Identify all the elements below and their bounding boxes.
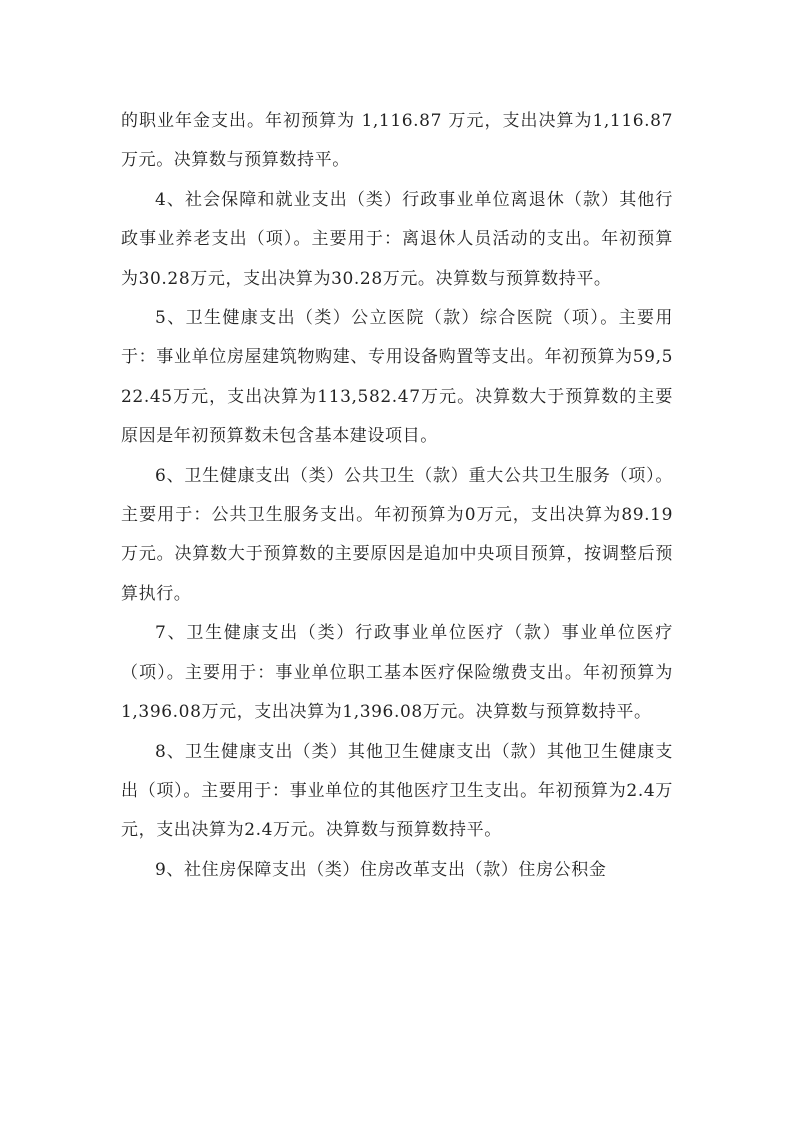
- paragraph-continuation: 的职业年金支出。年初预算为 1,116.87 万元，支出决算为1,116.87万元。决算数与预算数持平。: [121, 111, 673, 171]
- paragraph-item-8: 8、卫生健康支出（类）其他卫生健康支出（款）其他卫生健康支出（项）。主要用于：事业单位的其他医疗卫生支出。年初预算为2.4万元，支出决算为2.4万元。决算数与预算数持平。: [121, 741, 673, 841]
- paragraph-item-4: 4、社会保障和就业支出（类）行政事业单位离退休（款）其他行政事业养老支出（项）。主要用于：离退休人员活动的支出。年初预算为30.28万元，支出决算为30.28万元。决算数与预算数持平。: [121, 189, 673, 289]
- paragraph-item-7: 7、卫生健康支出（类）行政事业单位医疗（款）事业单位医疗（项）。主要用于：事业单位职工基本医疗保险缴费支出。年初预算为1,396.08万元，支出决算为1,396.08万元。决算数与预算数持平。: [121, 623, 673, 723]
- paragraph-item-9: 9、社住房保障支出（类）住房改革支出（款）住房公积金: [155, 859, 607, 880]
- paragraph-item-5: 5、卫生健康支出（类）公立医院（款）综合医院（项）。主要用于：事业单位房屋建筑物购建、专用设备购置等支出。年初预算为59,522.45万元，支出决算为113,582.47万元。决算数大于预算数的主要原因是年初预算数未包含基本建设项目。: [121, 308, 673, 447]
- document-body: [121, 102, 673, 890]
- paragraph-item-6: 6、卫生健康支出（类）公共卫生（款）重大公共卫生服务（项）。主要用于：公共卫生服务支出。年初预算为0万元，支出决算为89.19万元。决算数大于预算数的主要原因是追加中央项目预算，按调整后预算执行。: [121, 465, 673, 604]
